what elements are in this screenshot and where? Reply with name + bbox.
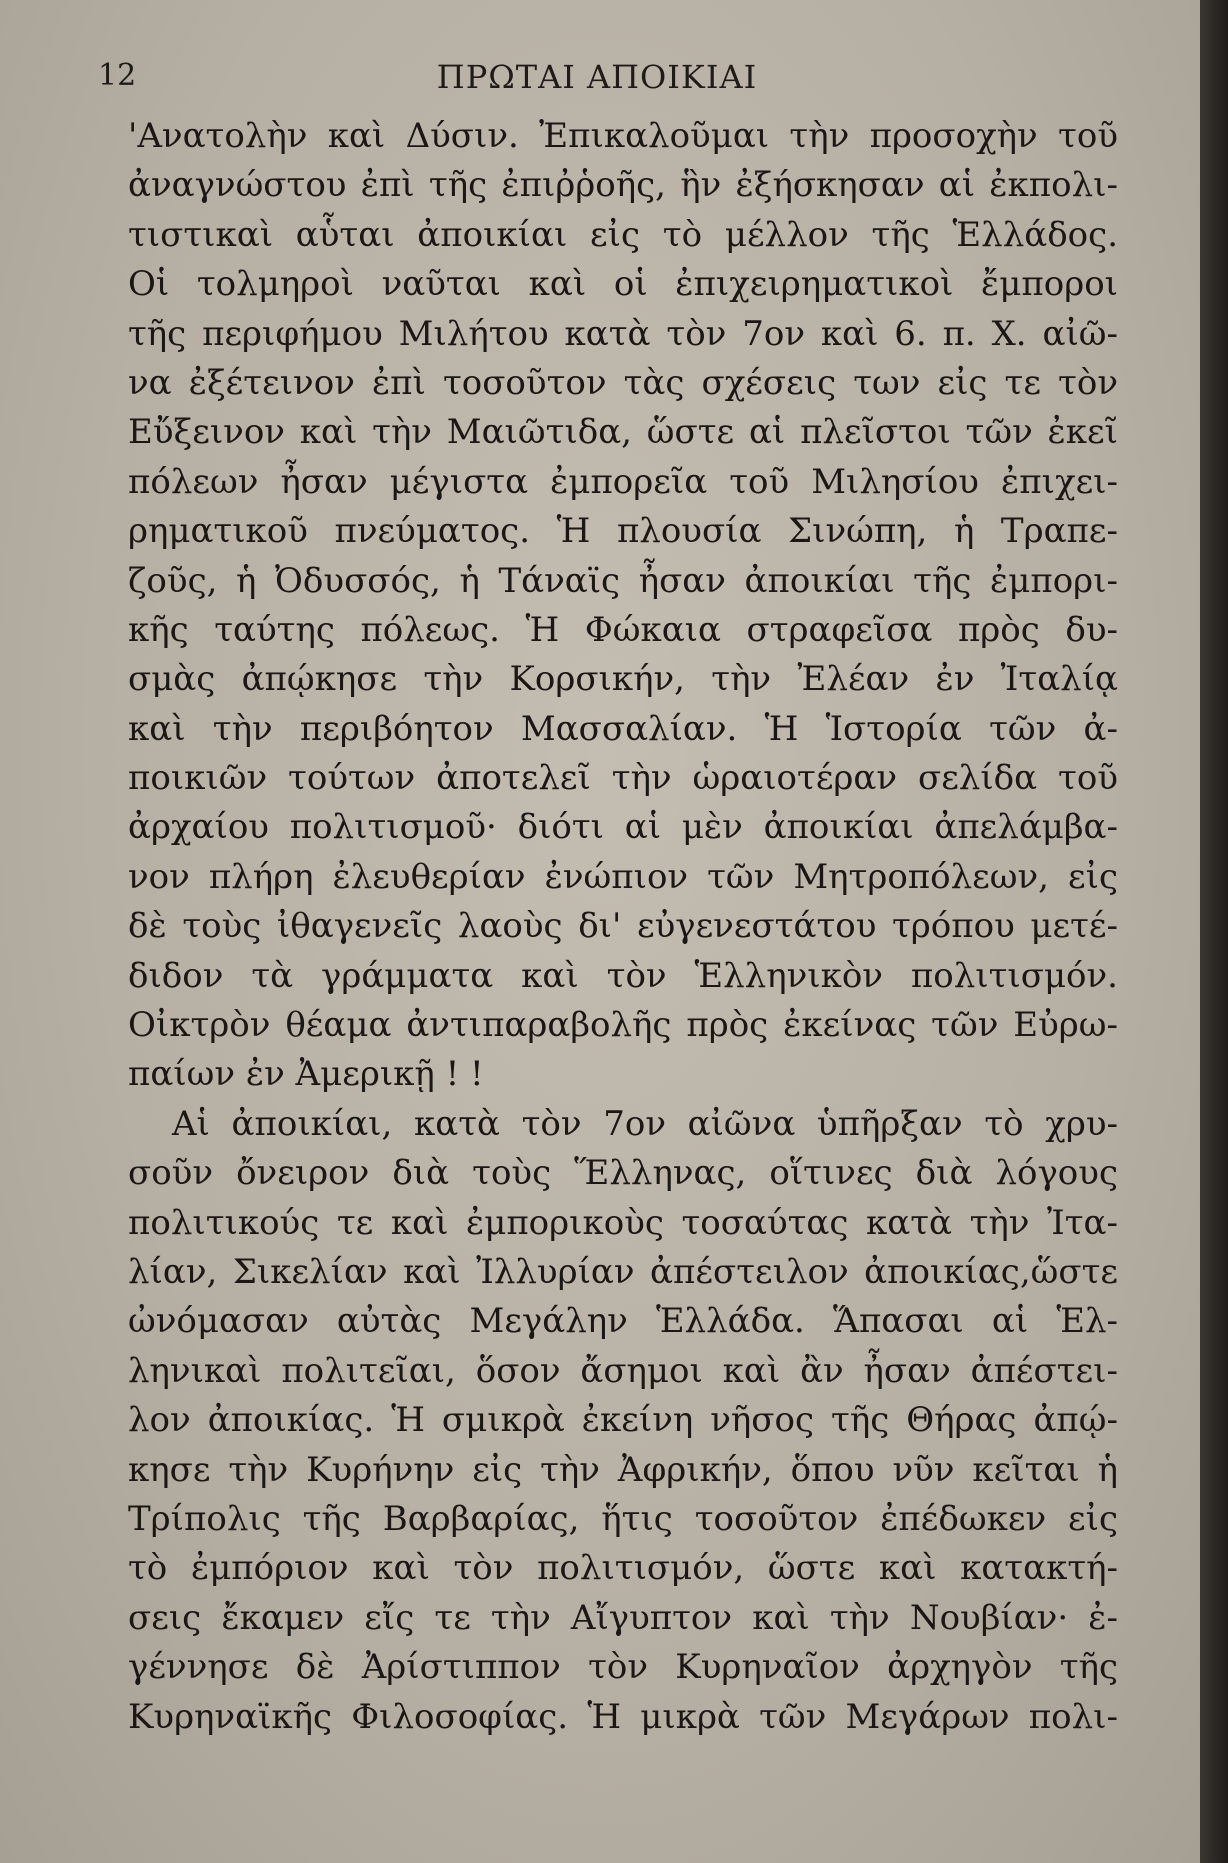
book-edge: [1200, 0, 1228, 1863]
text-line: νον πλήρη ἐλευθερίαν ἐνώπιον τῶν Μητροπόλεων, εἰς: [128, 856, 1118, 897]
text-line: ὠνόμασαν αὐτὰς Μεγάλην Ἑλλάδα. Ἅπασαι αἱ Ἑλ-: [128, 1301, 1118, 1342]
text-line: Εὔξεινον καὶ τὴν Μαιῶτιδα, ὥστε αἱ πλεῖστοι τῶν ἐκεῖ: [128, 412, 1118, 453]
text-line: 'Ανατολὴν καὶ Δύσιν. Ἐπικαλοῦμαι τὴν προσοχὴν τοῦ: [128, 116, 1118, 156]
text-line: σοῦν ὄνειρον διὰ τοὺς Ἕλληνας, οἵτινες διὰ λόγους: [128, 1153, 1118, 1194]
text-line: ληνικαὶ πολιτεῖαι, ὅσον ἄσημοι καὶ ἂν ἦσαν ἀπέστει-: [128, 1350, 1118, 1391]
text-line: ἀρχαίου πολιτισμοῦ· διότι αἱ μὲν ἀποικίαι ἀπελάμβα-: [128, 807, 1118, 848]
text-line: λον ἀποικίας. Ἡ σμικρὰ ἐκείνη νῆσος τῆς Θήρας ἀπῴ-: [128, 1400, 1118, 1441]
text-line: Κυρηναϊκῆς Φιλοσοφίας. Ἡ μικρὰ τῶν Μεγάρων πολι-: [128, 1696, 1118, 1737]
text-line: σεις ἔκαμεν εἴς τε τὴν Αἴγυπτον καὶ τὴν Νουβίαν· ἐ-: [128, 1597, 1118, 1638]
text-line: παίων ἐν Ἀμερικῇ ! !: [128, 1054, 484, 1095]
text-line: τῆς περιφήμου Μιλήτου κατὰ τὸν 7ον καὶ 6. π. Χ. αἰῶ-: [128, 313, 1118, 354]
text-line: καὶ τὴν περιβόητον Μασσαλίαν. Ἡ Ἱστορία τῶν ἀ-: [128, 708, 1118, 749]
text-line: πολιτικούς τε καὶ ἐμπορικοὺς τοσαύτας κατὰ τὴν Ἰτα-: [128, 1202, 1118, 1243]
page-header: [92, 58, 1102, 108]
text-line: κῆς ταύτης πόλεως. Ἡ Φώκαια στραφεῖσα πρὸς δυ-: [128, 609, 1118, 650]
body-text: [128, 112, 1118, 1742]
text-line: σμὰς ἀπῴκησε τὴν Κορσικήν, τὴν Ἐλέαν ἐν Ἰταλίᾳ: [128, 659, 1118, 700]
text-line: Οἰκτρὸν θέαμα ἀντιπαραβολῆς πρὸς ἐκείνας τῶν Εὐρω-: [128, 1005, 1118, 1046]
text-line: διδον τὰ γράμματα καὶ τὸν Ἑλληνικὸν πολιτισμόν.: [128, 955, 1118, 996]
text-line: λίαν, Σικελίαν καὶ Ἰλλυρίαν ἀπέστειλον ἀποικίας,ὥστε: [128, 1251, 1118, 1292]
text-line: πόλεων ἦσαν μέγιστα ἐμπορεῖα τοῦ Μιλησίου ἐπιχει-: [128, 461, 1118, 502]
text-line: ποικιῶν τούτων ἀποτελεῖ τὴν ὡραιοτέραν σελίδα τοῦ: [128, 758, 1118, 799]
text-line: δὲ τοὺς ἰθαγενεῖς λαοὺς δι' εὐγενεστάτου τρόπου μετέ-: [128, 906, 1118, 947]
text-line: ἀναγνώστου ἐπὶ τῆς ἐπιῤῥοῆς, ἣν ἐξήσκησαν αἱ ἐκπολι-: [128, 165, 1118, 206]
text-line: Τρίπολις τῆς Βαρβαρίας, ἥτις τοσοῦτον ἐπέδωκεν εἰς: [128, 1498, 1118, 1539]
running-title: ΠΡΩΤΑΙ ΑΠΟΙΚΙΑΙ: [436, 58, 758, 96]
text-line: να ἐξέτεινον ἐπὶ τοσοῦτον τὰς σχέσεις των εἰς τε τὸν: [128, 362, 1118, 403]
text-line: γέννησε δὲ Ἀρίστιππον τὸν Κυρηναῖον ἀρχηγὸν τῆς: [128, 1647, 1118, 1688]
text-line: τιστικαὶ αὗται ἀποικίαι εἰς τὸ μέλλον τῆς Ἑλλάδος.: [128, 214, 1118, 255]
text-line: τὸ ἐμπόριον καὶ τὸν πολιτισμόν, ὥστε καὶ κατακτή-: [128, 1548, 1118, 1589]
text-line: Αἱ ἀποικίαι, κατὰ τὸν 7ον αἰῶνα ὑπῆρξαν τὸ χρυ-: [172, 1103, 1118, 1144]
text-line: κησε τὴν Κυρήνην εἰς τὴν Ἀφρικήν, ὅπου νῦν κεῖται ἡ: [128, 1449, 1118, 1490]
text-line: Οἱ τολμηροὶ ναῦται καὶ οἱ ἐπιχειρηματικοὶ ἔμποροι: [128, 264, 1118, 305]
page-number: 12: [98, 58, 137, 93]
text-line: ρηματικοῦ πνεύματος. Ἡ πλουσία Σινώπη, ἡ Τραπε-: [128, 511, 1118, 552]
text-line: ζοῦς, ἡ Ὀδυσσός, ἡ Τάναϊς ἦσαν ἀποικίαι τῆς ἐμπορι-: [128, 560, 1118, 601]
